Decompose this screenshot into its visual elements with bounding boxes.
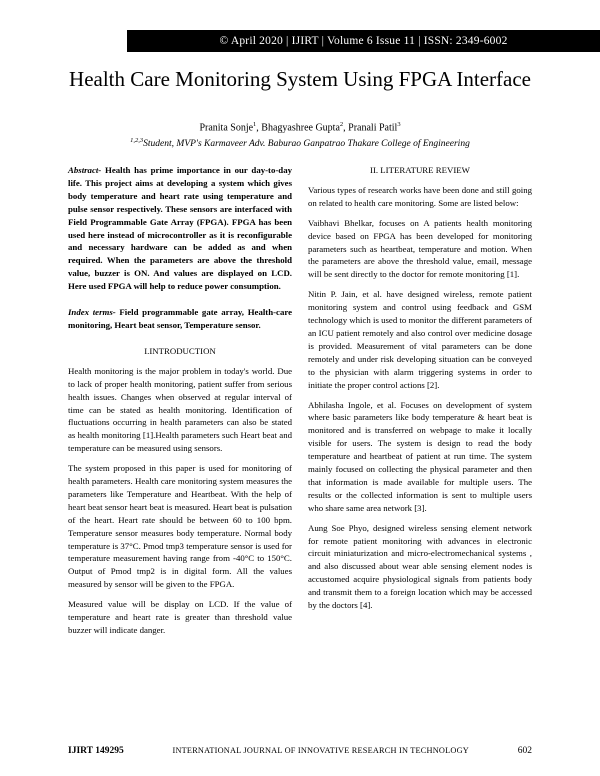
introduction-paragraph: Measured value will be display on LCD. If the value of temperature and heart rate is greater than threshold value buzzer will indicate danger.	[68, 599, 292, 635]
literature-paragraph: Various types of research works have been done and still going on related to health care monitoring. Some are listed below:	[308, 184, 532, 208]
literature-paragraph: Abhilasha Ingole, et al. Focuses on development of system where basic parameters like body temperature & heart beat is monitored and is transferred on webpage to make it locally visible for users. The system is design to read the body temperature and heartbeat of patient at run time. The system mainly focused on collecting the physical parameter and then that information is made available for multiple users. The results or the collected information is sent to multiple users who share same area network [3].	[308, 399, 532, 513]
author-name: , Bhagyashree Gupta	[256, 122, 340, 134]
authors-line	[0, 121, 600, 133]
abstract-text: Health has prime importance in our day-to-day life. This project aims at developing a system which gives body temperature and heart rate using temperature and pulse sensor respectively. These sensors are interfaced with Field Programmable Gate Array (FPGA). FPGA has been used here instead of microcontroller as it is reconfigurable and necessary hardware can be added as and when required. When the parameters are above the threshold value, buzzer is ON. And values are displayed on LCD. Here used FPGA will help to reduce power consumption.	[68, 165, 292, 292]
author-superscript: 2	[339, 121, 344, 128]
author-name: Pranita Sonje	[199, 122, 254, 134]
author-superscript: 1	[253, 121, 257, 128]
affiliation-superscript: 1,2,3	[130, 137, 144, 144]
introduction-paragraph: Health monitoring is the major problem in today's world. Due to lack of proper health monitoring, patient suffer from serious health issues. Changes when observed at regular interval of time can be stated as health monitoring. Identification of fluctuations occurring in health parameters can also be stated as health monitoring [1].Health parameters such Heart beat and temperature can be measured using sensors.	[68, 365, 292, 454]
abstract-paragraph	[68, 164, 292, 293]
literature-paragraph: Vaibhavi Bhelkar, focuses on A patients health monitoring device based on FPGA has been developed for monitoring parameters such as heartbeat, temperature and motion. When the parameters are above the threshold value, email, message will be sent directly to the doctor for remote monitoring [1].	[308, 217, 532, 280]
affiliation-text: Student, MVP's Karmaveer Adv. Baburao Ganpatrao Thakare College of Engineering	[143, 139, 470, 150]
left-column	[68, 164, 292, 644]
author-superscript: 3	[397, 121, 401, 128]
literature-paragraph: Nitin P. Jain, et al. have designed wireless, remote patient monitoring system and control using feedback and GSM technology which is used to monitor the different parameters of an ICU patient remotely and also control over medicine dosage is provided. Measurement of vital parameters can be done remotely and under risk developing situation can be conveyed to the physician with alarm triggering systems in order to initiate the proper control actions [2].	[308, 289, 532, 390]
section-heading-literature-review: II. LITERATURE REVIEW	[370, 165, 470, 175]
footer-journal-name: INTERNATIONAL JOURNAL OF INNOVATIVE RESEARCH IN TECHNOLOGY	[172, 746, 469, 755]
journal-header-text: © April 2020 | IJIRT | Volume 6 Issue 11 | ISSN: 2349-6002	[219, 35, 508, 47]
index-terms-label: Index terms-	[68, 307, 116, 318]
index-terms-text: Field programmable gate array, Health-care monitoring, Heart beat sensor, Temperature sensor.	[68, 307, 292, 330]
index-terms-paragraph	[68, 306, 292, 332]
paper-title: Health Care Monitoring System Using FPGA Interface	[69, 67, 531, 91]
literature-paragraph: Aung Soe Phyo, designed wireless sensing element network for remote patient monitoring with advances in electronic circuit miniaturization and micro-electromechanical systems , and also discussed about wear able sensing element nodes is accustomed acquire physiological signals from patients body and transmit them to a foreign location which may be accessed by the doctors [4].	[308, 522, 532, 611]
right-column	[308, 164, 532, 644]
two-column-body	[68, 164, 532, 644]
journal-header-bar	[127, 30, 600, 52]
introduction-paragraph: The system proposed in this paper is used for monitoring of health parameters. Health care monitoring system measures the parameters like Temperature and Heartbeat. With the help of heart beat sensor heart beat is measured. Heart beat is pulsation of the heart. Heart rate should be between 60 to 100 bpm. Temperature sensor measures body temperature. Normal body temperature is 37°C. Pmod tmp3 temperature sensor is used for temperature measurement having range from -40°C to 150°C. Output of Pmod tmp2 is in digital form. All the values measured by sensor will be given to the FPGA.	[68, 463, 292, 590]
section-heading-introduction: I.INTRODUCTION	[144, 345, 216, 356]
page-footer	[68, 746, 532, 756]
affiliation-line	[0, 137, 600, 149]
footer-page-number: 602	[517, 746, 532, 756]
footer-paper-id: IJIRT 149295	[68, 746, 124, 756]
author-name: , Pranali Patil	[343, 122, 398, 134]
abstract-label: Abstract-	[68, 165, 102, 175]
